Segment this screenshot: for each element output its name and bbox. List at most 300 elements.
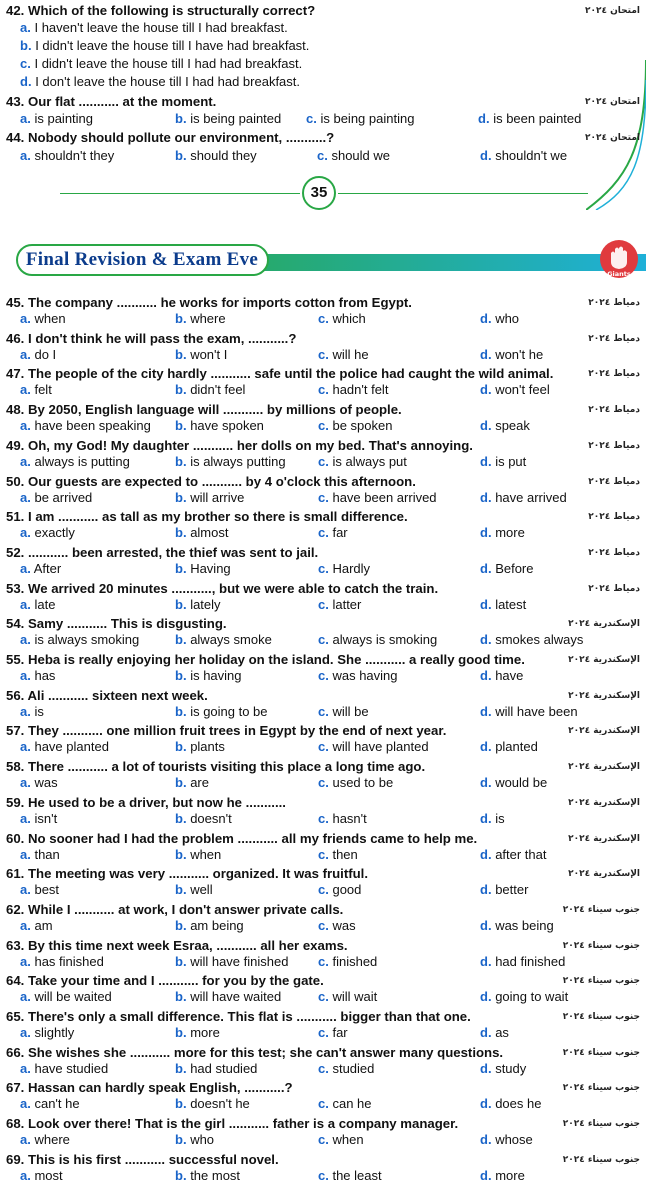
- option-d[interactable]: [480, 1096, 541, 1112]
- option-letter: d.: [480, 311, 492, 326]
- option-a[interactable]: [20, 454, 130, 470]
- option-letter: a.: [20, 20, 31, 35]
- question-56: [6, 687, 640, 704]
- option-d[interactable]: [480, 1168, 525, 1184]
- option-b[interactable]: [175, 525, 228, 541]
- option-a[interactable]: [20, 347, 56, 363]
- option-text: had finished: [495, 954, 566, 969]
- option-letter: a.: [20, 347, 31, 362]
- option-letter: c.: [318, 561, 329, 576]
- option-text: smokes always: [495, 632, 584, 647]
- question-text: 63. By this time next week Esraa, ........... all her exams.: [6, 938, 348, 953]
- option-c[interactable]: [318, 525, 348, 541]
- option-letter: b.: [175, 311, 187, 326]
- option-b[interactable]: [175, 490, 244, 506]
- source-label: جنوب سيناء ٢٠٢٤: [562, 1012, 640, 1022]
- option-b[interactable]: [175, 704, 268, 720]
- option-b[interactable]: [175, 597, 221, 613]
- option-c[interactable]: [318, 1025, 348, 1041]
- option-text: is being painting: [320, 111, 415, 126]
- option-letter: d.: [480, 954, 492, 969]
- source-label: الإسكندرية ٢٠٢٤: [568, 691, 640, 701]
- question-text: 47. The people of the city hardly ........... safe until the police had caught the wild animal.: [6, 366, 554, 381]
- option-c[interactable]: [318, 418, 392, 434]
- option-letter: a.: [20, 454, 31, 469]
- option-c[interactable]: [318, 597, 361, 613]
- question-text: 44. Nobody should pollute our environment, ...........?: [6, 130, 335, 145]
- option-letter: d.: [480, 811, 492, 826]
- option-b[interactable]: [175, 454, 286, 470]
- option-b[interactable]: [175, 1096, 250, 1112]
- statement-c[interactable]: [20, 56, 302, 72]
- question-text: 57. They ........... one million fruit trees in Egypt by the end of next year.: [6, 723, 447, 738]
- option-text: almost: [190, 525, 229, 540]
- question-47: [6, 365, 640, 382]
- option-c[interactable]: [318, 1168, 382, 1184]
- option-text: far: [332, 1025, 348, 1040]
- option-text: latter: [332, 597, 362, 612]
- option-d[interactable]: [480, 989, 568, 1005]
- question-text: 64. Take your time and I ........... for you by the gate.: [6, 973, 324, 988]
- question-text: 54. Samy ........... This is disgusting.: [6, 616, 227, 631]
- option-letter: c.: [318, 311, 329, 326]
- option-a[interactable]: [20, 597, 55, 613]
- option-letter: a.: [20, 668, 31, 683]
- option-letter: b.: [175, 347, 187, 362]
- option-text: was: [332, 918, 356, 933]
- option-letter: b.: [175, 989, 187, 1004]
- option-a[interactable]: [20, 490, 92, 506]
- option-text: Hardly: [332, 561, 371, 576]
- option-text: was having: [332, 668, 398, 683]
- option-b[interactable]: [175, 418, 264, 434]
- question-text: 66. She wishes she ........... more for this test; she can't answer many questions.: [6, 1045, 504, 1060]
- option-d[interactable]: [480, 954, 565, 970]
- option-a[interactable]: [20, 418, 151, 434]
- option-text: hadn't felt: [332, 382, 389, 397]
- option-letter: d.: [480, 632, 492, 647]
- option-d[interactable]: [480, 668, 523, 684]
- option-letter: b.: [175, 811, 187, 826]
- option-letter: a.: [20, 847, 31, 862]
- statement-d[interactable]: [20, 74, 300, 90]
- option-text: who: [190, 1132, 215, 1147]
- statement-b[interactable]: [20, 38, 309, 54]
- option-c[interactable]: [318, 704, 369, 720]
- option-letter: c.: [318, 811, 329, 826]
- option-letter: d.: [480, 1061, 492, 1076]
- statement-text: I haven't leave the house till I had breakfast.: [34, 20, 288, 35]
- question-42: [6, 2, 640, 19]
- option-letter: b.: [175, 1096, 187, 1111]
- option-d[interactable]: [480, 811, 505, 827]
- option-text: is always smoking: [34, 632, 140, 647]
- option-a[interactable]: [20, 148, 114, 164]
- option-a[interactable]: [20, 989, 112, 1005]
- source-label: دمياط ٢٠٢٤: [588, 369, 640, 379]
- option-letter: b.: [175, 490, 187, 505]
- option-a[interactable]: [20, 1025, 74, 1041]
- option-a[interactable]: [20, 811, 57, 827]
- option-a[interactable]: [20, 954, 104, 970]
- option-text: slightly: [34, 1025, 75, 1040]
- option-b[interactable]: [175, 775, 209, 791]
- option-letter: a.: [20, 382, 31, 397]
- option-text: speak: [495, 418, 530, 433]
- option-text: Before: [495, 561, 534, 576]
- option-b[interactable]: [175, 347, 227, 363]
- option-a[interactable]: [20, 1061, 108, 1077]
- question-text: 46. I don't think he will pass the exam, ...........?: [6, 331, 297, 346]
- question-57: [6, 722, 640, 739]
- question-45: [6, 294, 640, 311]
- option-d[interactable]: [480, 418, 530, 434]
- option-c[interactable]: [318, 561, 370, 577]
- option-b[interactable]: [175, 632, 272, 648]
- question-text: 58. There ........... a lot of tourists visiting this place a long time ago.: [6, 759, 426, 774]
- option-b[interactable]: [175, 1061, 257, 1077]
- option-letter: d.: [480, 454, 492, 469]
- option-letter: a.: [20, 418, 31, 433]
- option-letter: d.: [480, 775, 492, 790]
- option-d[interactable]: [480, 561, 534, 577]
- option-text: shouldn't we: [495, 148, 568, 163]
- option-text: will wait: [332, 989, 378, 1004]
- source-label: جنوب سيناء ٢٠٢٤: [562, 1083, 640, 1093]
- option-c[interactable]: [318, 811, 367, 827]
- option-a[interactable]: [20, 918, 53, 934]
- option-d[interactable]: [480, 775, 547, 791]
- option-b[interactable]: [175, 111, 281, 127]
- option-letter: b.: [175, 418, 187, 433]
- option-b[interactable]: [175, 382, 245, 398]
- option-text: have studied: [34, 1061, 109, 1076]
- question-67: [6, 1079, 640, 1096]
- option-text: who: [495, 311, 520, 326]
- option-text: used to be: [332, 775, 394, 790]
- option-text: when: [332, 1132, 364, 1147]
- question-text: 67. Hassan can hardly speak English, ...........?: [6, 1080, 293, 1095]
- option-d[interactable]: [480, 347, 543, 363]
- question-text: 42. Which of the following is structurally correct?: [6, 3, 316, 18]
- option-a[interactable]: [20, 847, 60, 863]
- option-letter: a.: [20, 882, 31, 897]
- source-label: دمياط ٢٠٢٤: [588, 298, 640, 308]
- option-b[interactable]: [175, 668, 242, 684]
- option-letter: a.: [20, 1168, 31, 1183]
- option-d[interactable]: [480, 490, 567, 506]
- option-letter: c.: [317, 148, 328, 163]
- question-text: 55. Heba is really enjoying her holiday on the island. She ........... a really good time.: [6, 652, 525, 667]
- option-d[interactable]: [480, 148, 567, 164]
- option-text: the most: [190, 1168, 241, 1183]
- option-text: have arrived: [495, 490, 567, 505]
- option-text: didn't feel: [190, 382, 246, 397]
- option-text: is painting: [34, 111, 94, 126]
- option-b[interactable]: [175, 847, 221, 863]
- option-letter: c.: [318, 989, 329, 1004]
- giants-logo-icon: [598, 238, 640, 280]
- option-letter: d.: [480, 148, 492, 163]
- option-c[interactable]: [318, 668, 398, 684]
- statement-a[interactable]: [20, 20, 288, 36]
- option-letter: d.: [480, 739, 492, 754]
- option-d[interactable]: [480, 382, 550, 398]
- option-text: where: [34, 1132, 70, 1147]
- option-b[interactable]: [175, 1025, 220, 1041]
- option-letter: b.: [175, 1132, 187, 1147]
- option-b[interactable]: [175, 148, 257, 164]
- option-text: is: [495, 811, 505, 826]
- option-text: is always put: [332, 454, 407, 469]
- top-section: [0, 0, 646, 215]
- option-letter: a.: [20, 111, 31, 126]
- option-letter: d.: [478, 111, 490, 126]
- option-c[interactable]: [318, 454, 407, 470]
- question-48: [6, 401, 640, 418]
- question-text: 53. We arrived 20 minutes ..........., but we were able to catch the train.: [6, 581, 439, 596]
- question-text: 60. No sooner had I had the problem ........... all my friends came to help me.: [6, 831, 478, 846]
- option-b[interactable]: [175, 811, 232, 827]
- option-text: shouldn't they: [34, 148, 115, 163]
- option-c[interactable]: [318, 847, 358, 863]
- option-text: felt: [34, 382, 52, 397]
- option-a[interactable]: [20, 1096, 80, 1112]
- option-c[interactable]: [318, 954, 377, 970]
- option-text: finished: [332, 954, 378, 969]
- option-letter: c.: [318, 1168, 329, 1183]
- option-text: where: [190, 311, 226, 326]
- option-letter: b.: [175, 954, 187, 969]
- option-d[interactable]: [478, 111, 581, 127]
- source-label: دمياط ٢٠٢٤: [588, 512, 640, 522]
- option-d[interactable]: [480, 1061, 526, 1077]
- question-58: [6, 758, 640, 775]
- option-letter: a.: [20, 632, 31, 647]
- option-a[interactable]: [20, 1132, 70, 1148]
- option-b[interactable]: [175, 989, 281, 1005]
- option-c[interactable]: [318, 775, 393, 791]
- option-c[interactable]: [318, 347, 369, 363]
- option-text: will have waited: [190, 989, 282, 1004]
- option-d[interactable]: [480, 597, 526, 613]
- option-text: far: [332, 525, 348, 540]
- option-letter: a.: [20, 954, 31, 969]
- option-text: plants: [190, 739, 225, 754]
- option-text: have planted: [34, 739, 109, 754]
- option-letter: c.: [318, 847, 329, 862]
- option-letter: c.: [318, 490, 329, 505]
- option-text: had studied: [190, 1061, 258, 1076]
- question-text: 45. The company ........... he works for imports cotton from Egypt.: [6, 295, 412, 310]
- option-d[interactable]: [480, 1025, 509, 1041]
- option-letter: b.: [175, 525, 187, 540]
- option-d[interactable]: [480, 632, 583, 648]
- logo-text: Giants: [607, 270, 631, 278]
- option-text: when: [34, 311, 66, 326]
- option-letter: b.: [175, 882, 187, 897]
- option-text: am: [34, 918, 53, 933]
- option-letter: d.: [480, 490, 492, 505]
- option-text: should they: [190, 148, 257, 163]
- option-c[interactable]: [318, 739, 429, 755]
- option-text: doesn't: [190, 811, 232, 826]
- option-d[interactable]: [480, 882, 528, 898]
- option-letter: a.: [20, 311, 31, 326]
- option-text: doesn't he: [190, 1096, 250, 1111]
- option-b[interactable]: [175, 561, 231, 577]
- source-label: الإسكندرية ٢٠٢٤: [568, 726, 640, 736]
- option-letter: b.: [175, 561, 187, 576]
- option-text: whose: [495, 1132, 533, 1147]
- option-c[interactable]: [317, 148, 390, 164]
- option-a[interactable]: [20, 668, 55, 684]
- option-text: after that: [495, 847, 547, 862]
- option-letter: c.: [318, 775, 329, 790]
- option-letter: c.: [318, 632, 329, 647]
- option-text: the least: [332, 1168, 382, 1183]
- option-c[interactable]: [318, 311, 366, 327]
- question-69: [6, 1151, 640, 1168]
- option-letter: a.: [20, 561, 31, 576]
- question-text: 49. Oh, my God! My daughter ........... her dolls on my bed. That's annoying.: [6, 438, 473, 453]
- option-text: more: [495, 525, 525, 540]
- question-61: [6, 865, 640, 882]
- option-c[interactable]: [318, 382, 388, 398]
- option-a[interactable]: [20, 775, 58, 791]
- option-text: will be: [332, 704, 369, 719]
- option-a[interactable]: [20, 632, 139, 648]
- option-letter: b.: [175, 739, 187, 754]
- option-d[interactable]: [480, 1132, 533, 1148]
- option-letter: d.: [480, 847, 492, 862]
- option-d[interactable]: [480, 454, 526, 470]
- option-b[interactable]: [175, 739, 225, 755]
- question-text: 65. There's only a small difference. This flat is ........... bigger than that one.: [6, 1009, 471, 1024]
- source-label: دمياط ٢٠٢٤: [588, 548, 640, 558]
- option-b[interactable]: [175, 954, 288, 970]
- option-a[interactable]: [20, 311, 66, 327]
- option-c[interactable]: [318, 1061, 374, 1077]
- option-c[interactable]: [318, 632, 437, 648]
- option-text: does he: [495, 1096, 542, 1111]
- option-b[interactable]: [175, 882, 213, 898]
- option-b[interactable]: [175, 311, 226, 327]
- option-text: be arrived: [34, 490, 93, 505]
- option-a[interactable]: [20, 739, 109, 755]
- option-letter: a.: [20, 918, 31, 933]
- option-letter: c.: [318, 739, 329, 754]
- question-text: 43. Our flat ........... at the moment.: [6, 94, 217, 109]
- option-text: has: [34, 668, 56, 683]
- option-letter: c.: [318, 525, 329, 540]
- question-51: [6, 508, 640, 525]
- option-text: can't he: [34, 1096, 80, 1111]
- option-c[interactable]: [318, 989, 377, 1005]
- option-a[interactable]: [20, 882, 59, 898]
- option-c[interactable]: [318, 918, 356, 934]
- question-54: [6, 615, 640, 632]
- option-letter: d.: [480, 1168, 492, 1183]
- option-text: is being painted: [190, 111, 282, 126]
- option-text: am being: [190, 918, 244, 933]
- option-a[interactable]: [20, 704, 44, 720]
- option-letter: a.: [20, 811, 31, 826]
- question-64: [6, 972, 640, 989]
- option-text: always is putting: [34, 454, 130, 469]
- option-letter: d.: [480, 918, 492, 933]
- option-text: have been speaking: [34, 418, 151, 433]
- option-a[interactable]: [20, 1168, 63, 1184]
- option-letter: c.: [318, 918, 329, 933]
- option-text: going to wait: [495, 989, 569, 1004]
- option-d[interactable]: [480, 918, 554, 934]
- option-b[interactable]: [175, 1168, 240, 1184]
- option-letter: b.: [175, 1168, 187, 1183]
- option-letter: c.: [318, 954, 329, 969]
- source-label: جنوب سيناء ٢٠٢٤: [562, 1048, 640, 1058]
- option-b[interactable]: [175, 918, 244, 934]
- option-b[interactable]: [175, 1132, 214, 1148]
- source-label: امتحان ٢٠٢٤: [585, 97, 640, 107]
- option-letter: a.: [20, 1096, 31, 1111]
- option-c[interactable]: [318, 882, 361, 898]
- option-letter: c.: [318, 1061, 329, 1076]
- source-label: الإسكندرية ٢٠٢٤: [568, 762, 640, 772]
- option-d[interactable]: [480, 739, 538, 755]
- question-text: 51. I am ........... as tall as my brother so there is small difference.: [6, 509, 408, 524]
- option-c[interactable]: [318, 1096, 372, 1112]
- option-letter: a.: [20, 739, 31, 754]
- option-text: are: [190, 775, 209, 790]
- option-c[interactable]: [318, 490, 437, 506]
- option-letter: c.: [318, 597, 329, 612]
- source-label: الإسكندرية ٢٠٢٤: [568, 834, 640, 844]
- option-a[interactable]: [20, 111, 93, 127]
- source-label: امتحان ٢٠٢٤: [585, 133, 640, 143]
- option-letter: a.: [20, 1061, 31, 1076]
- option-d[interactable]: [480, 704, 578, 720]
- option-letter: b.: [175, 704, 187, 719]
- option-a[interactable]: [20, 561, 61, 577]
- question-text: 69. This is his first ........... successful novel.: [6, 1152, 279, 1167]
- option-text: can he: [332, 1096, 372, 1111]
- option-c[interactable]: [306, 111, 414, 127]
- option-letter: b.: [175, 1061, 187, 1076]
- option-a[interactable]: [20, 382, 52, 398]
- option-text: have spoken: [190, 418, 264, 433]
- option-letter: c.: [318, 882, 329, 897]
- option-letter: c.: [318, 668, 329, 683]
- source-label: جنوب سيناء ٢٠٢٤: [562, 1155, 640, 1165]
- option-letter: d.: [480, 347, 492, 362]
- option-d[interactable]: [480, 525, 525, 541]
- option-letter: a.: [20, 704, 31, 719]
- option-a[interactable]: [20, 525, 75, 541]
- option-text: won't feel: [495, 382, 550, 397]
- option-letter: b.: [20, 38, 32, 53]
- option-c[interactable]: [318, 1132, 364, 1148]
- option-letter: a.: [20, 597, 31, 612]
- question-50: [6, 473, 640, 490]
- option-letter: c.: [318, 418, 329, 433]
- option-text: is been painted: [493, 111, 582, 126]
- option-d[interactable]: [480, 847, 547, 863]
- option-text: hasn't: [332, 811, 367, 826]
- option-letter: c.: [318, 1025, 329, 1040]
- option-d[interactable]: [480, 311, 519, 327]
- option-text: will have been: [495, 704, 578, 719]
